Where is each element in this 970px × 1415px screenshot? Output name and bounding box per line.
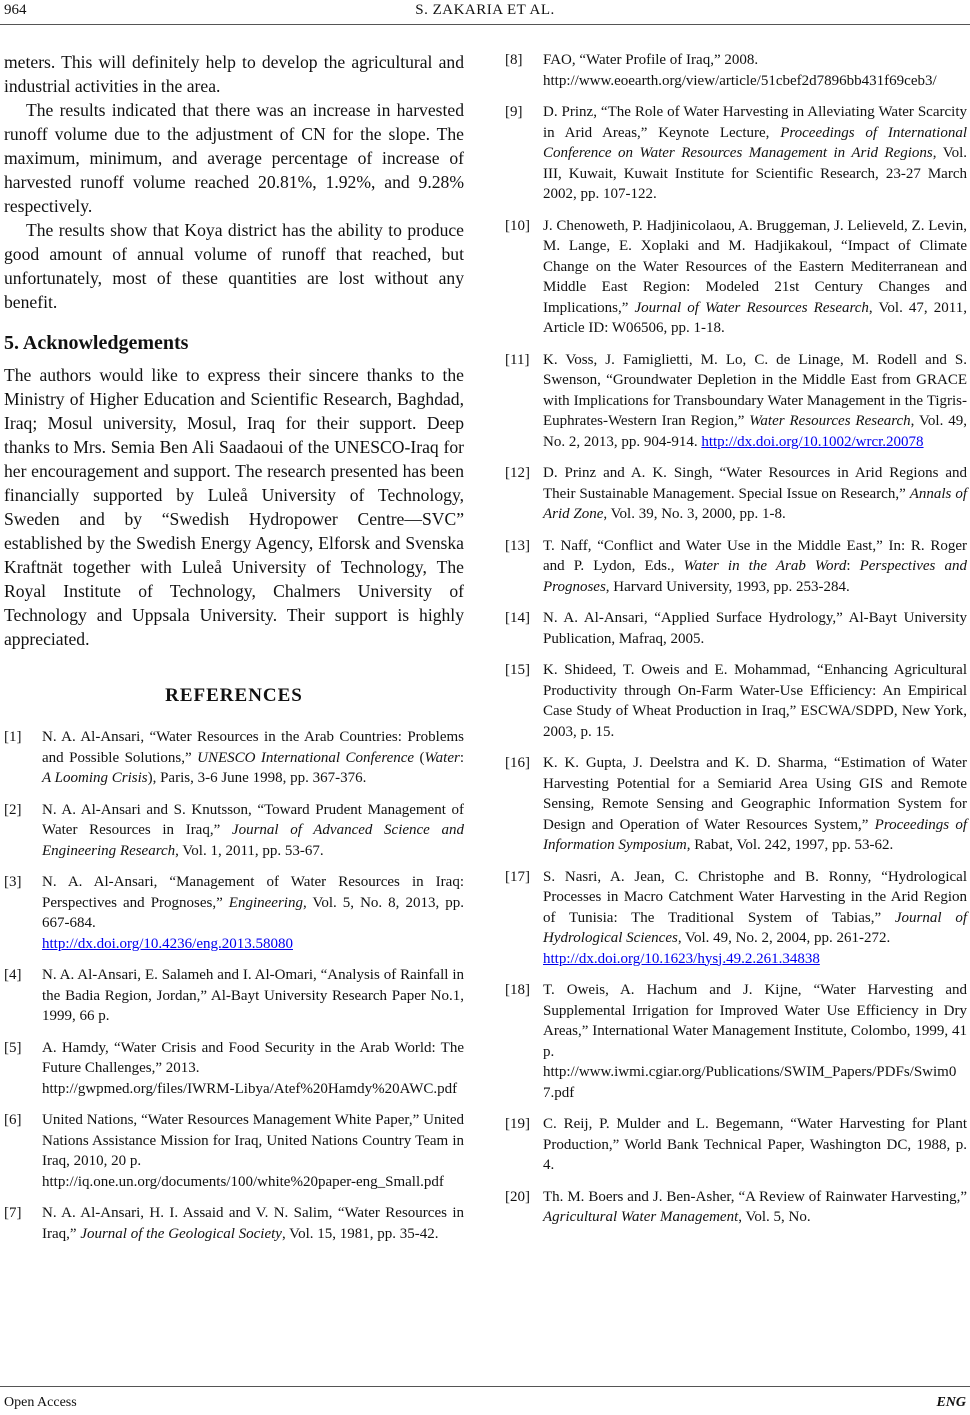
reference-number: [7] [4,1205,22,1221]
reference-item [505,350,967,453]
page-footer [0,1386,970,1415]
reference-number: [4] [4,967,22,983]
reference-item [505,536,967,598]
reference-number: [13] [505,537,530,554]
page-header [0,0,970,25]
reference-text: C. Reij, P. Mulder and L. Begemann, “Water Harvesting for Plant Production,” World Bank Technical Paper, Washington DC, 1988, p. 4. [543,1116,967,1173]
reference-number: [2] [4,801,22,818]
reference-text: N. A. Al-Ansari, “Applied Surface Hydrology,” Al-Bayt University Publication, Mafraq, 2005. [543,610,967,647]
reference-number: [20] [505,1188,530,1205]
reference-item [4,1110,464,1192]
reference-number: [17] [505,868,530,885]
reference-number: [12] [505,465,530,481]
references-heading: REFERENCES [165,685,303,706]
reference-number: [1] [4,729,22,745]
reference-item [4,872,464,954]
reference-number: [9] [505,104,523,120]
reference-text: N. A. Al-Ansari, “Management of Water Resources in Iraq: Perspectives and Prognoses,” Engineering, Vol. 5, No. 8, 2013, pp. 667-684. http://dx.doi.org/10.4236/eng.2013.58080 [42,872,464,954]
reference-item [4,1038,464,1100]
reference-text: D. Prinz and A. K. Singh, “Water Resources in Arid Regions and Their Sustainable Management. Special Issue on Research,” Annals of Arid Zone, Vol. 39, No. 3, 2000, pp. 1-8. [543,465,968,522]
section-heading: 5. Acknowledgements [4,332,189,354]
reference-number: [18] [505,982,530,998]
reference-item [505,753,967,856]
doi-link[interactable]: http://dx.doi.org/10.1002/wrcr.20078 [701,433,924,450]
reference-url: http://iq.one.un.org/documents/100/white%20paper-eng_Small.pdf [42,1173,444,1190]
reference-text: S. Nasri, A. Jean, C. Christophe and B. Ronny, “Hydrological Processes in Macro Catchment Water Harvesting in the Arid Region of Tunisia: The Traditional System of Tabias,” Journal of Hydrological Sciences, Vol. 49, No. 2, 2004, pp. 261-272. http://dx.doi.org/10.1623/hysj.49.2.261.34838 [543,867,967,970]
reference-text: K. K. Gupta, J. Deelstra and K. D. Sharma, “Estimation of Water Harvesting Potential for a Semiarid Area Using GIS and Remote Sensing, Remote Sensing and Geographic Information System for Design and Operation of Water Resources System,” Proceedings of Information Symposium, Rabat, Vol. 242, 1997, pp. 53-62. [543,755,967,853]
reference-number: [11] [505,351,530,368]
reference-item [4,800,464,862]
reference-number: [19] [505,1116,530,1132]
reference-text: T. Naff, “Conflict and Water Use in the Middle East,” In: R. Roger and P. Lydon, Eds., Water in the Arab Word: Perspectives and Prognoses, Harvard University, 1993, pp. 253-284. [543,537,967,595]
reference-text: United Nations, “Water Resources Management White Paper,” United Nations Assistance Mission for Iraq, United Nations Country Team in Iraq, 2010, 20 p. http://iq.one.un.org/documents/100/white%20paper-eng_Small.pdf [42,1110,464,1192]
reference-text: K. Voss, J. Famiglietti, M. Lo, C. de Linage, M. Rodell and S. Swenson, “Groundwater Depletion in the Middle East from GRACE with Implications for Transboundary Water Management in the Tigris-Euphrates-Western Iran Region,” Water Resources Research, Vol. 49, No. 2, 2013, pp. 904-914. http://dx.doi.org/10.1002/wrcr.20078 [543,351,967,450]
reference-item [505,608,967,649]
reference-text: Th. M. Boers and J. Ben-Asher, “A Review of Rainwater Harvesting,” Agricultural Water Management, Vol. 5, No. [543,1188,967,1225]
reference-number: [10] [505,217,530,234]
reference-number: [3] [4,874,22,890]
reference-number: [14] [505,610,530,626]
left-column [4,50,464,1255]
reference-item [505,102,967,205]
reference-number: [8] [505,52,523,68]
page-number: 964 [4,2,27,18]
reference-item [505,216,967,339]
reference-item [505,1114,967,1176]
reference-item [505,867,967,970]
acknowledgements-text: The authors would like to express their sincere thanks to the Ministry of Higher Education and Scientific Research, Baghdad, Iraq; Mosul university, Mosul, Iraq for their support. Deep thanks to Mrs. Semia Ben Ali Saadaoui of the UNESCO-Iraq for her encouragement and support. The research presented has been financially supported by Luleå University of Technology, Sweden and by “Swedish Hydropower Centre—SVC” established by the Swedish Energy Agency, Elforsk and Svenska Kraftnät together with Luleå University of Technology, The Royal Institute of Technology, Chalmers University of Technology and Uppsala University. Their support is highly appreciated. [4,365,464,649]
reference-url: http://gwpmed.org/files/IWRM-Libya/Atef%20Hamdy%20AWC.pdf [42,1080,458,1097]
doi-link[interactable]: http://dx.doi.org/10.4236/eng.2013.58080 [42,935,293,952]
reference-text: N. A. Al-Ansari and S. Knutsson, “Toward Prudent Management of Water Resources in Iraq,” Journal of Advanced Science and Engineering Research, Vol. 1, 2011, pp. 53-67. [42,801,464,859]
running-head-authors: S. ZAKARIA ET AL. [415,2,555,18]
reference-item [505,1187,967,1228]
body-paragraph: The results indicated that there was an increase in harvested runoff volume due to the adjustment of CN for the slope. The maximum, minimum, and average percentage of increase of harvested runoff volume reached 20.81%, 1.92%, and 9.28% respectively. [4,100,464,216]
reference-item [4,1203,464,1244]
reference-item [505,50,967,91]
reference-text: N. A. Al-Ansari, E. Salameh and I. Al-Omari, “Analysis of Rainfall in the Badia Region, Jordan,” Al-Bayt University Research Paper No.1, 1999, 66 p. [42,967,464,1024]
reference-item [4,727,464,789]
open-access-label: Open Access [4,1395,77,1410]
doi-link[interactable]: http://dx.doi.org/10.1623/hysj.49.2.261.34838 [543,950,820,967]
reference-text: A. Hamdy, “Water Crisis and Food Security in the Arab World: The Future Challenges,” 2013. http://gwpmed.org/files/IWRM-Libya/Atef%20Hamdy%20AWC.pdf [42,1038,464,1100]
reference-text: FAO, “Water Profile of Iraq,” 2008. http://www.eoearth.org/view/article/51cbef2d7896bb431f69ceb3/ [543,50,967,91]
reference-item [505,660,967,742]
reference-number: [16] [505,755,530,771]
reference-text: D. Prinz, “The Role of Water Harvesting in Alleviating Water Scarcity in Arid Areas,” Keynote Lecture, Proceedings of International Conference on Water Resources Management in Arid Regions, Vol. III, Kuwait, Kuwait Institute for Scientific Research, 23-27 March 2002, pp. 107-122. [543,104,968,202]
reference-text: K. Shideed, T. Oweis and E. Mohammad, “Enhancing Agricultural Productivity through On-Farm Water-Use Efficiency: An Empirical Case Study of Wheat Production in Iraq,” ESCWA/SDPD, New York, 2003, p. 15. [543,662,967,740]
reference-url: http://www.iwmi.cgiar.org/Publications/SWIM_Papers/PDFs/Swim07.pdf [543,1064,957,1101]
reference-item [505,463,967,525]
journal-abbrev: ENG [936,1395,966,1410]
reference-text: N. A. Al-Ansari, “Water Resources in the Arab Countries: Problems and Possible Solutions,” UNESCO International Conference (Water: A Looming Crisis), Paris, 3-6 June 1998, pp. 367-376. [42,729,464,786]
reference-item [505,980,967,1103]
reference-text: T. Oweis, A. Hachum and J. Kijne, “Water Harvesting and Supplemental Irrigation for Improved Water Use Efficiency in Dry Areas,” International Water Management Institute, Colombo, 1999, 41 p. http://www.iwmi.cgiar.org/Publications/SWIM_Papers/PDFs/Swim07.pdf [543,980,967,1103]
body-paragraph: The results show that Koya district has the ability to produce good amount of annual volume of runoff that reached, but unfortunately, most of these quantities are lost without any benefit. [4,220,464,312]
reference-text: N. A. Al-Ansari, H. I. Assaid and V. N. Salim, “Water Resources in Iraq,” Journal of the Geological Society, Vol. 15, 1981, pp. 35-42. [42,1205,464,1242]
reference-number: [5] [4,1039,22,1056]
reference-number: [15] [505,662,530,678]
reference-url: http://www.eoearth.org/view/article/51cbef2d7896bb431f69ceb3/ [543,72,937,89]
reference-item [4,965,464,1027]
body-paragraph: meters. This will definitely help to develop the agricultural and industrial activities in the area. [4,52,464,96]
reference-number: [6] [4,1112,22,1128]
reference-text: J. Chenoweth, P. Hadjinicolaou, A. Bruggeman, J. Lelieveld, Z. Levin, M. Lange, E. Xoplaki and M. Hadjikakoul, “Impact of Climate Change on the Water Resources of the Eastern Mediterranean and Middle East Region: Modeled 21st Century Changes and Implications,” Journal of Water Resources Research, Vol. 47, 2011, Article ID: W06506, pp. 1-18. [543,217,967,336]
right-column [505,50,967,1239]
